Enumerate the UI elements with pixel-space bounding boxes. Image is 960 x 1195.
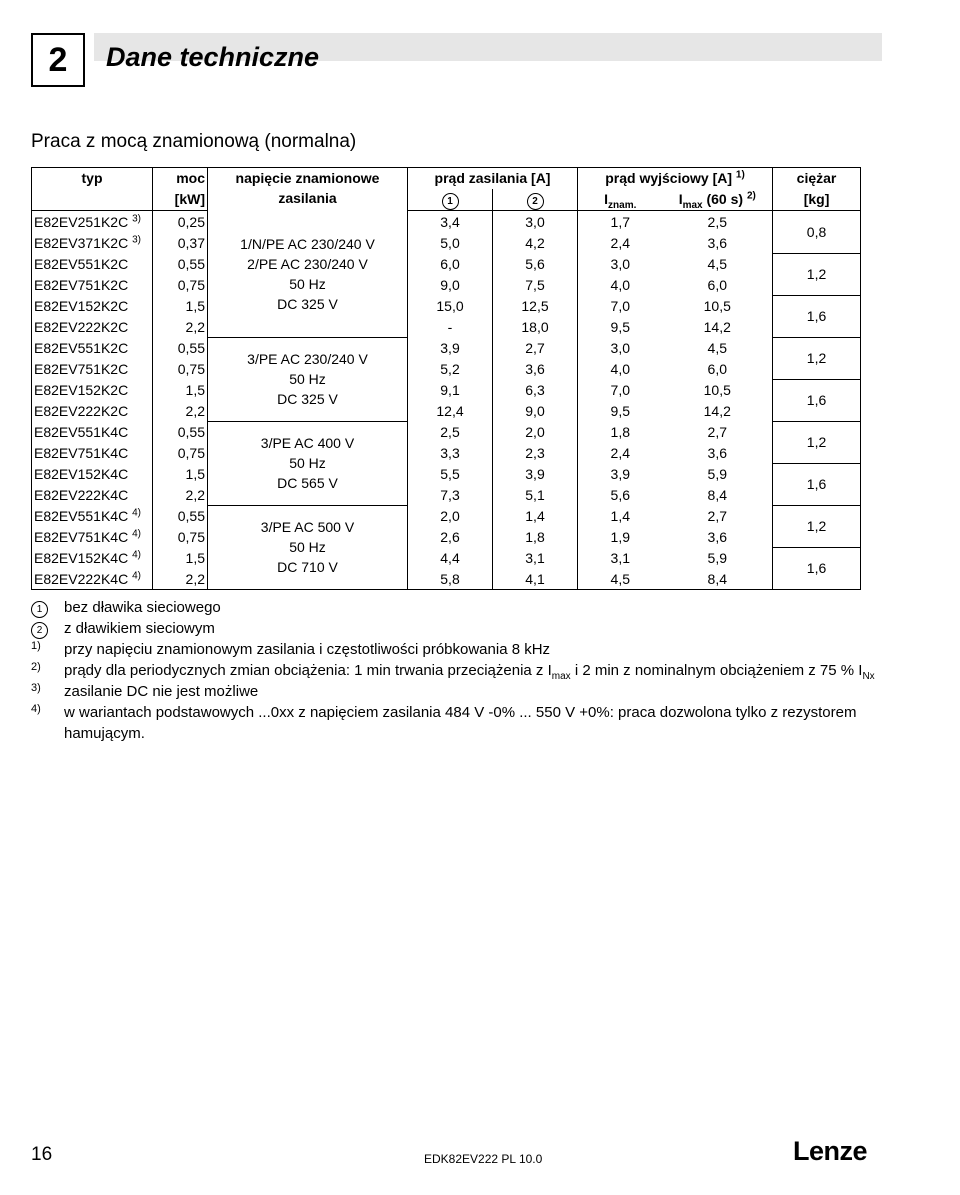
col-i-max: $I_{max}$ (60 s) $^{2)}$ <box>663 189 773 211</box>
cell-i-rated: 1,4 <box>610 507 630 524</box>
voltage-line: 50 Hz <box>289 275 326 292</box>
cell-input-1: 5,2 <box>408 358 493 379</box>
cell-input-2: 9,0 <box>493 400 578 421</box>
cell-typ: E82EV222K4C $^{4)}$ <box>32 568 153 590</box>
cell-input-2: 5,6 <box>493 253 578 274</box>
cell-input-1: 3,3 <box>408 442 493 463</box>
cell-typ: E82EV152K2C <box>32 295 153 316</box>
cell-moc: 0,75 <box>153 274 208 295</box>
note-sup-1: 1) przy napięciu znamionowym zasilania i częstotliwości próbkowania 8 kHz <box>31 640 551 658</box>
voltage-line: DC 710 V <box>277 559 338 576</box>
cell-input-1: 2,5 <box>408 421 493 442</box>
cell-typ: E82EV371K2C $^{3)}$ <box>32 232 153 253</box>
cell-voltage-group <box>208 421 408 505</box>
cell-typ: E82EV152K2C <box>32 379 153 400</box>
cell-input-2: 2,3 <box>493 442 578 463</box>
cell-i-max: 3,6 <box>663 526 773 547</box>
cell-moc: 0,55 <box>153 253 208 274</box>
cell-moc: 0,25 <box>153 211 208 233</box>
cell-input-2: 3,6 <box>493 358 578 379</box>
col-typ: typ <box>32 168 153 190</box>
table-row <box>32 295 861 316</box>
header-row <box>32 168 861 190</box>
voltage-line: 50 Hz <box>289 539 326 556</box>
cell-i-max: 4,5 <box>663 337 773 358</box>
header-row-2 <box>32 189 861 211</box>
cell-typ: E82EV152K4C <box>32 463 153 484</box>
cell-moc: 0,75 <box>153 526 208 547</box>
voltage-line: 3/PE AC 400 V <box>260 435 355 451</box>
cell-weight: 1,6 <box>773 379 861 421</box>
cell-i-rated: 4,0 <box>610 360 630 377</box>
cell-moc: 0,55 <box>153 421 208 442</box>
col-output-current: prąd wyjściowy [A] $^{1)}$ <box>578 168 773 190</box>
cell-i-max: 14,2 <box>663 316 773 337</box>
cell-typ: E82EV751K4C $^{4)}$ <box>32 526 153 547</box>
cell-voltage-group <box>208 211 408 338</box>
col-weight: ciężar <box>773 168 861 190</box>
cell-typ: E82EV222K4C <box>32 484 153 505</box>
cell-moc: 1,5 <box>153 295 208 316</box>
cell-weight: 1,2 <box>773 337 861 379</box>
cell-voltage-group <box>208 505 408 590</box>
cell-i-max: 4,5 <box>663 253 773 274</box>
col-moc: moc <box>153 168 208 190</box>
cell-i-max: 5,9 <box>663 547 773 568</box>
note-sup-2: 2) prądy dla periodycznych zmian obciążenia: 1 min trwania przeciążenia z $I_{max}$ i 2 min z nominalnym obciążeniem z 75 % $I_{Nx}$ <box>31 661 875 682</box>
cell-moc: 2,2 <box>153 568 208 590</box>
cell-i-max: 6,0 <box>663 274 773 295</box>
table-row <box>32 211 861 233</box>
cell-input-1: 7,3 <box>408 484 493 505</box>
cell-moc: 2,2 <box>153 316 208 337</box>
note-sup-3: 3) zasilanie DC nie jest możliwe <box>31 682 259 700</box>
cell-moc: 0,75 <box>153 442 208 463</box>
note-sup-4: 4) w wariantach podstawowych ...0xx z napięciem zasilania 484 V -0% ... 550 V +0%: praca dozwolona tylko z rezystorem hamującym. <box>31 703 857 742</box>
cell-input-2: 4,2 <box>493 232 578 253</box>
cell-i-max: 8,4 <box>663 484 773 505</box>
col-input-1: 1 <box>408 189 493 211</box>
cell-typ: E82EV551K2C <box>32 337 153 358</box>
cell-input-1: 3,4 <box>408 211 493 233</box>
cell-typ: E82EV551K2C <box>32 253 153 274</box>
cell-moc: 0,55 <box>153 505 208 526</box>
table-row <box>32 274 861 295</box>
table-row <box>32 316 861 337</box>
spec-table <box>31 167 861 590</box>
cell-weight: 1,6 <box>773 463 861 505</box>
table-row <box>32 358 861 379</box>
cell-typ: E82EV222K2C <box>32 316 153 337</box>
cell-input-2: 2,0 <box>493 421 578 442</box>
cell-i-rated: 2,4 <box>610 444 630 461</box>
col-moc-unit: [kW] <box>153 189 208 211</box>
cell-typ: E82EV222K2C <box>32 400 153 421</box>
cell-input-2: 5,1 <box>493 484 578 505</box>
cell-i-rated: 2,4 <box>610 234 630 251</box>
chapter-number: 2 <box>31 33 85 87</box>
voltage-line: 1/N/PE AC 230/240 V <box>240 235 375 252</box>
cell-typ: E82EV551K4C $^{4)}$ <box>32 505 153 526</box>
table-row <box>32 463 861 484</box>
col-input-2: 2 <box>493 189 578 211</box>
section-title: Praca z mocą znamionową (normalna) <box>31 131 357 152</box>
cell-i-rated: 7,0 <box>610 297 630 314</box>
cell-i-max: 2,7 <box>663 505 773 526</box>
cell-typ: E82EV751K2C <box>32 274 153 295</box>
cell-input-1: 2,0 <box>408 505 493 526</box>
cell-weight: 1,2 <box>773 421 861 463</box>
cell-input-2: 18,0 <box>493 316 578 337</box>
cell-i-rated: 3,1 <box>610 549 630 566</box>
table-row <box>32 379 861 400</box>
cell-i-rated: 1,7 <box>610 213 630 230</box>
cell-i-rated: 4,0 <box>610 276 630 293</box>
cell-i-rated: 3,9 <box>610 465 630 482</box>
cell-moc: 0,55 <box>153 337 208 358</box>
cell-moc: 1,5 <box>153 463 208 484</box>
cell-moc: 2,2 <box>153 484 208 505</box>
col-input-current: prąd zasilania [A] <box>408 168 578 190</box>
cell-i-max: 3,6 <box>663 442 773 463</box>
table-row <box>32 337 861 358</box>
cell-i-max: 8,4 <box>663 568 773 590</box>
cell-i-max: 3,6 <box>663 232 773 253</box>
col-voltage: napięcie znamionowe zasilania <box>208 168 408 211</box>
cell-input-1: 2,6 <box>408 526 493 547</box>
col-i-rated: $I_{znam.}$ <box>578 189 663 211</box>
cell-input-1: 15,0 <box>408 295 493 316</box>
cell-i-max: 10,5 <box>663 379 773 400</box>
cell-i-max: 10,5 <box>663 295 773 316</box>
cell-moc: 0,37 <box>153 232 208 253</box>
table-row <box>32 484 861 505</box>
cell-weight: 1,6 <box>773 295 861 337</box>
cell-input-2: 12,5 <box>493 295 578 316</box>
cell-input-2: 2,7 <box>493 337 578 358</box>
cell-input-1: 5,8 <box>408 568 493 590</box>
cell-moc: 2,2 <box>153 400 208 421</box>
cell-i-max: 5,9 <box>663 463 773 484</box>
cell-typ: E82EV251K2C $^{3)}$ <box>32 211 153 233</box>
cell-weight: 1,2 <box>773 505 861 547</box>
cell-i-rated: 9,5 <box>610 318 630 335</box>
note-2: 2 z dławikiem sieciowym <box>31 618 881 639</box>
chapter-title: Dane techniczne <box>106 42 320 72</box>
footnotes <box>31 597 881 744</box>
cell-input-2: 6,3 <box>493 379 578 400</box>
page-number: 16 <box>31 1144 53 1165</box>
table-row <box>32 505 861 526</box>
cell-typ: E82EV751K2C <box>32 358 153 379</box>
table-row <box>32 442 861 463</box>
cell-input-2: 3,1 <box>493 547 578 568</box>
table-row <box>32 253 861 274</box>
cell-input-1: 3,9 <box>408 337 493 358</box>
lenze-logo: Lenze <box>793 1136 868 1166</box>
cell-moc: 1,5 <box>153 547 208 568</box>
voltage-line: 50 Hz <box>289 455 326 471</box>
cell-input-2: 3,0 <box>493 211 578 233</box>
table-row <box>32 232 861 253</box>
cell-i-max: 2,5 <box>663 211 773 233</box>
cell-input-1: 4,4 <box>408 547 493 568</box>
cell-input-1: 5,0 <box>408 232 493 253</box>
cell-i-rated: 3,0 <box>610 339 630 356</box>
cell-i-rated: 1,8 <box>610 423 630 440</box>
table-row <box>32 547 861 568</box>
voltage-line: DC 325 V <box>277 295 338 312</box>
cell-weight: 1,6 <box>773 547 861 590</box>
cell-i-rated: 5,6 <box>610 486 630 503</box>
cell-input-1: - <box>408 316 493 337</box>
voltage-line: 3/PE AC 230/240 V <box>247 351 368 367</box>
cell-i-rated: 1,9 <box>610 528 630 545</box>
cell-moc: 0,75 <box>153 358 208 379</box>
cell-input-1: 12,4 <box>408 400 493 421</box>
note-1: 1 bez dławika sieciowego <box>31 597 881 618</box>
cell-weight: 0,8 <box>773 211 861 254</box>
cell-input-2: 1,4 <box>493 505 578 526</box>
cell-input-2: 3,9 <box>493 463 578 484</box>
cell-voltage-group <box>208 337 408 421</box>
cell-weight: 1,2 <box>773 253 861 295</box>
table-row <box>32 526 861 547</box>
cell-input-2: 7,5 <box>493 274 578 295</box>
cell-moc: 1,5 <box>153 379 208 400</box>
cell-i-rated: 7,0 <box>610 381 630 398</box>
cell-typ: E82EV152K4C $^{4)}$ <box>32 547 153 568</box>
cell-input-2: 1,8 <box>493 526 578 547</box>
voltage-line: 3/PE AC 500 V <box>260 519 355 536</box>
cell-i-rated: 9,5 <box>610 402 630 419</box>
voltage-line: 2/PE AC 230/240 V <box>247 255 368 272</box>
cell-input-1: 9,0 <box>408 274 493 295</box>
cell-i-rated: 4,5 <box>578 568 663 590</box>
cell-i-max: 6,0 <box>663 358 773 379</box>
voltage-line: DC 325 V <box>277 391 338 407</box>
table-row <box>32 421 861 442</box>
cell-input-1: 5,5 <box>408 463 493 484</box>
table-row <box>32 400 861 421</box>
col-weight-unit: [kg] <box>773 189 861 211</box>
cell-typ: E82EV751K4C <box>32 442 153 463</box>
cell-input-1: 9,1 <box>408 379 493 400</box>
cell-i-max: 2,7 <box>663 421 773 442</box>
cell-input-1: 6,0 <box>408 253 493 274</box>
table-row <box>32 568 861 590</box>
voltage-line: 50 Hz <box>289 371 326 387</box>
document-id: EDK82EV222 PL 10.0 <box>424 1152 543 1166</box>
cell-i-max: 14,2 <box>663 400 773 421</box>
cell-input-2: 4,1 <box>493 568 578 590</box>
voltage-line: DC 565 V <box>277 475 338 491</box>
cell-i-rated: 3,0 <box>610 255 630 272</box>
cell-typ: E82EV551K4C <box>32 421 153 442</box>
